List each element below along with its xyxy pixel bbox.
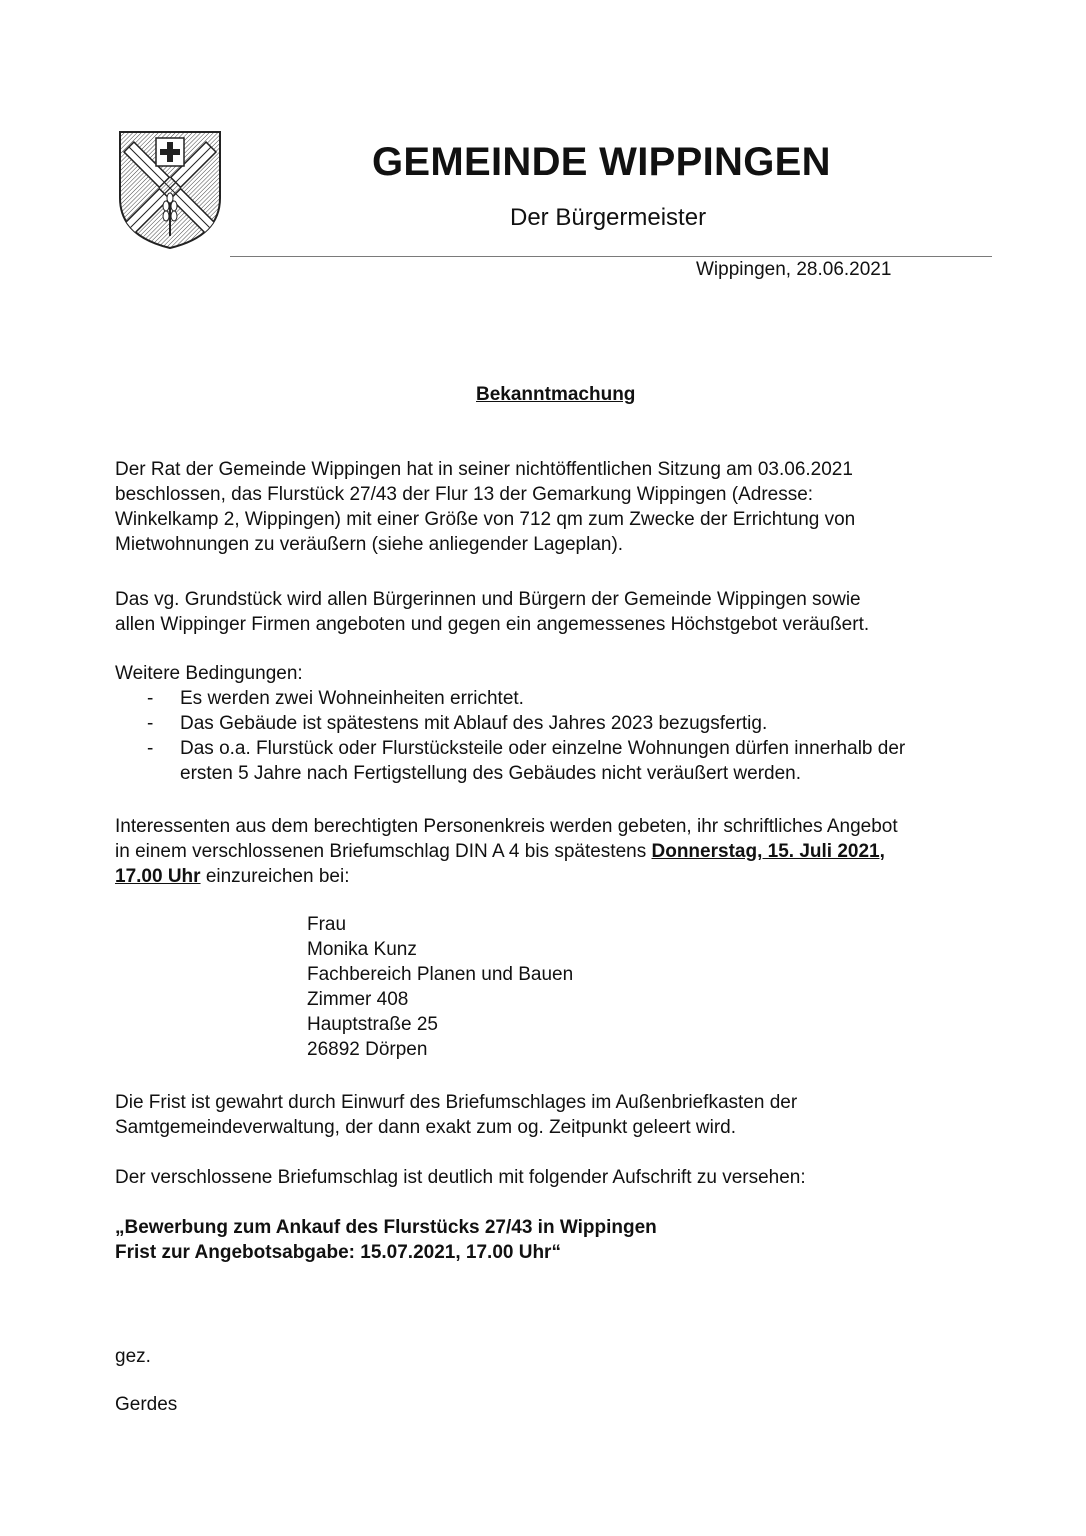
- condition-text: Das Gebäude ist spätestens mit Ablauf des Jahres 2023 bezugsfertig.: [180, 713, 768, 734]
- address-line: Fachbereich Planen und Bauen: [307, 964, 574, 985]
- address-line: Zimmer 408: [307, 989, 409, 1010]
- conditions-label: Weitere Bedingungen:: [115, 663, 303, 684]
- condition-text: Das o.a. Flurstück oder Flurstücksteile oder einzelne Wohnungen dürfen innerhalb der: [180, 738, 906, 759]
- text-line: Interessenten aus dem berechtigten Personenkreis werden gebeten, ihr schriftliches Angebot: [115, 816, 898, 837]
- address-line: Hauptstraße 25: [307, 1014, 438, 1035]
- deadline-time: 17.00 Uhr: [115, 866, 201, 887]
- list-item: [115, 711, 905, 736]
- address-line: Monika Kunz: [307, 939, 417, 960]
- signatory: Gerdes: [115, 1394, 178, 1415]
- organization-subtitle: Der Bürgermeister: [510, 204, 707, 231]
- bullet-dash: -: [147, 688, 154, 709]
- paragraph-envelope: [115, 1165, 806, 1190]
- text-segment: in einem verschlossenen Briefumschlag DIN A 4 bis spätestens: [115, 841, 652, 862]
- text-line: [115, 839, 898, 864]
- text-line: Das vg. Grundstück wird allen Bürgerinnen und Bürgern der Gemeinde Wippingen sowie: [115, 589, 861, 610]
- paragraph-resolution: [115, 457, 855, 557]
- text-line: [115, 864, 898, 889]
- document-heading: Bekanntmachung: [476, 384, 636, 405]
- paragraph-offer: [115, 587, 869, 637]
- text-line: Die Frist ist gewahrt durch Einwurf des Briefumschlages im Außenbriefkasten der: [115, 1092, 798, 1113]
- coat-of-arms-icon: [116, 128, 224, 252]
- text-line: Mietwohnungen zu veräußern (siehe anliegender Lageplan).: [115, 534, 624, 555]
- list-item: [115, 736, 905, 761]
- text-line: Samtgemeindeverwaltung, der dann exakt zum og. Zeitpunkt geleert wird.: [115, 1117, 736, 1138]
- inscription-line: „Bewerbung zum Ankauf des Flurstücks 27/43 in Wippingen: [115, 1217, 657, 1238]
- document-date: Wippingen, 28.06.2021: [696, 259, 892, 280]
- address-line: Frau: [307, 914, 347, 935]
- paragraph-deadline-note: [115, 1090, 797, 1140]
- text-line: beschlossen, das Flurstück 27/43 der Flur 13 der Gemarkung Wippingen (Adresse:: [115, 484, 814, 505]
- header-divider: [230, 256, 992, 257]
- envelope-inscription: [115, 1215, 657, 1265]
- address-line: 26892 Dörpen: [307, 1039, 428, 1060]
- condition-text: Es werden zwei Wohneinheiten errichtet.: [180, 688, 524, 709]
- paragraph-submission: [115, 814, 898, 889]
- bullet-dash: -: [147, 713, 154, 734]
- organization-title: GEMEINDE WIPPINGEN: [372, 140, 831, 184]
- text-line: Der verschlossene Briefumschlag ist deutlich mit folgender Aufschrift zu versehen:: [115, 1167, 806, 1188]
- recipient-address: [307, 912, 573, 1062]
- condition-continuation: ersten 5 Jahre nach Fertigstellung des Gebäudes nicht veräußert werden.: [180, 763, 802, 784]
- inscription-line: Frist zur Angebotsabgabe: 15.07.2021, 17.00 Uhr“: [115, 1242, 561, 1263]
- conditions-section: [115, 661, 905, 786]
- text-line: Der Rat der Gemeinde Wippingen hat in seiner nichtöffentlichen Sitzung am 03.06.2021: [115, 459, 853, 480]
- bullet-dash: -: [147, 738, 154, 759]
- closing: gez.: [115, 1346, 151, 1367]
- text-segment: einzureichen bei:: [200, 866, 350, 887]
- text-line: allen Wippinger Firmen angeboten und gegen ein angemessenes Höchstgebot veräußert.: [115, 614, 870, 635]
- deadline-date: Donnerstag, 15. Juli 2021,: [651, 841, 885, 862]
- text-line: Winkelkamp 2, Wippingen) mit einer Größe von 712 qm zum Zwecke der Errichtung von: [115, 509, 856, 530]
- list-item: [115, 686, 905, 711]
